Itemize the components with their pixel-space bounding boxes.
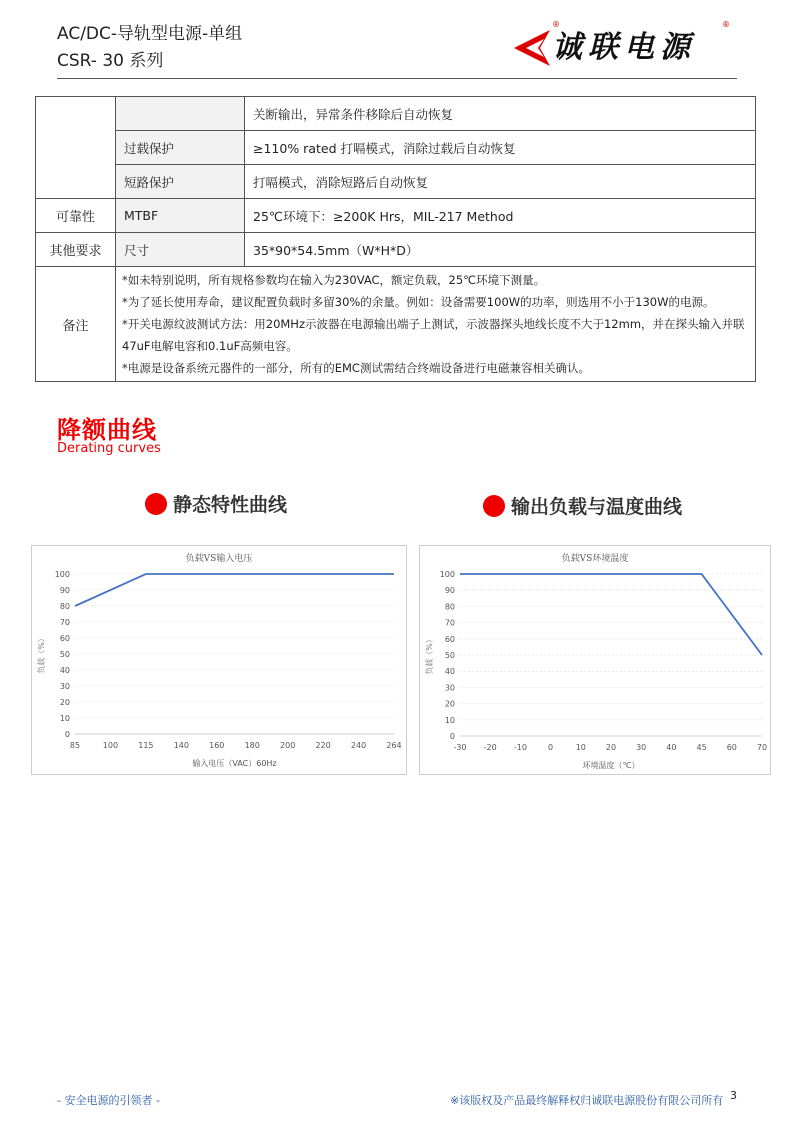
y-tick-label: 50 xyxy=(59,650,70,659)
table-cell: 其他要求 xyxy=(36,233,116,267)
x-tick-label: 200 xyxy=(280,741,296,750)
table-cell: 过载保护 xyxy=(116,131,245,165)
x-tick-label: 240 xyxy=(350,741,367,750)
y-tick-label: 100 xyxy=(439,570,455,579)
chart-temperature xyxy=(419,545,771,775)
doc-subtitle: CSR- 30 系列 xyxy=(57,51,164,71)
x-axis-label: 输入电压（VAC）60Hz xyxy=(192,759,277,768)
table-cell: 关断输出，异常条件移除后自动恢复 xyxy=(245,97,756,131)
table-cell xyxy=(116,97,245,131)
y-tick-label: 80 xyxy=(59,602,70,611)
header-divider xyxy=(57,78,737,79)
x-tick-label: 140 xyxy=(173,741,189,750)
x-axis-label: 环境温度（℃） xyxy=(582,761,640,770)
y-tick-label: 10 xyxy=(59,714,70,723)
series-line xyxy=(75,574,394,606)
y-tick-label: 80 xyxy=(444,602,455,612)
x-tick-label: 60 xyxy=(726,743,737,752)
table-cell: MTBF xyxy=(116,199,245,233)
brand-logo xyxy=(508,18,738,72)
y-tick-label: 60 xyxy=(444,634,455,644)
doc-title: AC/DC-导轨型电源-单组 xyxy=(57,24,243,44)
chart-heading-text: 输出负载与温度曲线 xyxy=(511,496,683,518)
y-tick-label: 20 xyxy=(444,699,455,709)
chart-title: 负载VS环境温度 xyxy=(561,554,629,564)
y-tick-label: 70 xyxy=(59,618,70,627)
note-line: *电源是设备系统元器件的一部分，所有的EMC测试需结合终端设备进行电磁兼容相关确认。 xyxy=(122,361,590,375)
y-tick-label: 40 xyxy=(59,666,70,675)
x-tick-label: 85 xyxy=(69,741,81,750)
notes-cell xyxy=(116,267,756,382)
chart-title: 负载VS输入电压 xyxy=(185,554,253,564)
y-tick-label: 20 xyxy=(59,698,70,707)
chart-heading-left xyxy=(145,490,287,517)
registered-mark: ® xyxy=(722,20,730,29)
table-cell: 尺寸 xyxy=(116,233,245,267)
chart-heading-text: 静态特性曲线 xyxy=(173,494,288,516)
y-tick-label: 40 xyxy=(444,667,455,677)
y-tick-label: 50 xyxy=(444,651,455,660)
table-cell: 短路保护 xyxy=(116,165,245,199)
x-tick-label: 70 xyxy=(756,743,768,752)
y-tick-label: 30 xyxy=(444,683,455,693)
spec-table xyxy=(35,96,756,382)
x-tick-label: 10 xyxy=(575,743,586,752)
bullet-dot-icon xyxy=(483,495,505,517)
y-tick-label: 10 xyxy=(444,715,455,725)
table-cell: 25℃环境下：≥200K Hrs，MIL-217 Method xyxy=(245,199,756,233)
table-cell: ≥110% rated 打嗝模式，消除过载后自动恢复 xyxy=(245,131,756,165)
note-line: *如未特别说明，所有规格参数均在输入为230VAC，额定负载，25℃环境下测量。 xyxy=(122,273,546,287)
page-number: 3 xyxy=(730,1089,737,1102)
x-tick-label: 20 xyxy=(605,743,617,752)
y-tick-label: 30 xyxy=(59,682,70,691)
bullet-dot-icon xyxy=(145,493,167,515)
table-row xyxy=(36,199,756,233)
table-cell: 35*90*54.5mm（W*H*D） xyxy=(245,233,756,267)
y-tick-label: 90 xyxy=(444,586,455,596)
table-row xyxy=(36,165,756,199)
x-tick-label: 30 xyxy=(636,743,647,752)
logo-text: 诚联电源 xyxy=(552,30,696,65)
section-title: 降额曲线 xyxy=(57,416,157,444)
x-tick-label: 160 xyxy=(209,741,225,750)
y-axis-label: 负载（%） xyxy=(37,634,46,674)
x-tick-label: 115 xyxy=(138,741,154,750)
chart-temperature-svg xyxy=(420,546,770,774)
x-tick-label: -20 xyxy=(483,743,497,752)
table-row xyxy=(36,131,756,165)
x-tick-label: -30 xyxy=(453,743,467,752)
x-tick-label: 100 xyxy=(102,741,119,750)
x-tick-label: 45 xyxy=(696,743,707,752)
x-tick-label: -10 xyxy=(513,743,527,752)
footer-copyright: ※该版权及产品最终解释权归诚联电源股份有限公司所有 xyxy=(450,1094,724,1107)
table-row xyxy=(36,97,756,131)
footer-slogan: - 安全电源的引领者 - xyxy=(57,1094,160,1107)
y-tick-label: 70 xyxy=(444,618,455,628)
y-tick-label: 100 xyxy=(54,570,70,579)
registered-mark: ® xyxy=(552,20,560,29)
chart-voltage xyxy=(31,545,407,775)
note-line: *开关电源纹波测试方法：用20MHz示波器在电源输出端子上测试，示波器探头地线长度不大于12mm，并在探头输入并联47uF电解电容和0.1uF高频电容。 xyxy=(122,317,745,353)
series-line xyxy=(460,574,762,655)
table-row xyxy=(36,267,756,382)
y-tick-label: 90 xyxy=(59,586,70,595)
y-tick-label: 60 xyxy=(59,634,70,643)
x-tick-label: 180 xyxy=(244,741,260,750)
table-cell: 可靠性 xyxy=(36,199,116,233)
table-cell xyxy=(36,97,116,199)
x-tick-label: 0 xyxy=(548,743,554,752)
x-tick-label: 220 xyxy=(315,741,331,750)
y-tick-label: 0 xyxy=(64,730,70,739)
x-tick-label: 264 xyxy=(386,741,402,750)
table-cell: 备注 xyxy=(36,267,116,382)
x-tick-label: 40 xyxy=(666,743,677,752)
section-title-en: Derating curves xyxy=(57,441,161,456)
chart-voltage-svg xyxy=(32,546,406,774)
logo-mark-icon xyxy=(510,28,554,68)
table-row xyxy=(36,233,756,267)
chart-heading-right xyxy=(483,492,682,519)
y-tick-label: 0 xyxy=(449,732,455,741)
table-cell: 打嗝模式，消除短路后自动恢复 xyxy=(245,165,756,199)
note-line: *为了延长使用寿命，建议配置负载时多留30%的余量。例如：设备需要100W的功率，则选用不小于130W的电源。 xyxy=(122,295,715,309)
y-axis-label: 负载（%） xyxy=(425,635,434,675)
